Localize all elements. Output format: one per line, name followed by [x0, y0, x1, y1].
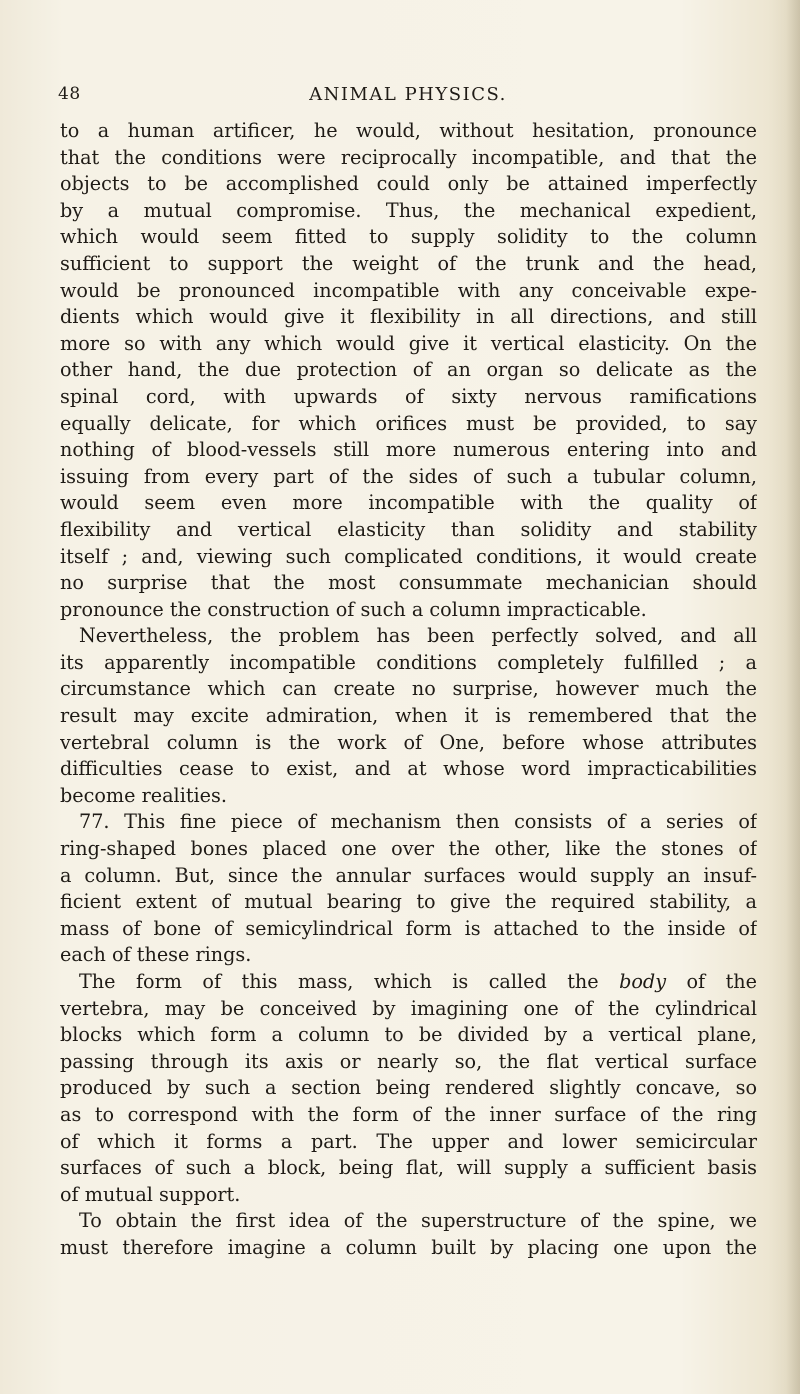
text-line: by a mutual compromise. Thus, the mechanical expedient,: [60, 198, 757, 222]
text-line: objects to be accomplished could only be attained imperfectly: [60, 172, 757, 196]
emphasis-term: body: [619, 970, 667, 993]
text-line: blocks which form a column to be divided by a vertical plane,: [60, 1023, 757, 1047]
text-line: equally delicate, for which orifices must be provided, to say: [60, 411, 757, 435]
text-line: vertebra, may be conceived by imagining one of the cylindrical: [60, 996, 757, 1020]
text-line: difficulties cease to exist, and at whose word impracticabilities: [60, 757, 757, 781]
text-line: nothing of blood-vessels still more numerous entering into and: [60, 438, 757, 462]
text-line: that the conditions were reciprocally incompatible, and that the: [60, 145, 757, 169]
text-line: a column. But, since the annular surfaces would supply an insuf-: [60, 863, 757, 887]
text-line: mass of bone of semicylindrical form is attached to the inside of: [60, 916, 757, 940]
text-line: of which it forms a part. The upper and lower semicircular: [60, 1129, 757, 1153]
text-line: The form of this mass, which is called the body of the: [79, 970, 757, 993]
text-line: no surprise that the most consummate mechanician should: [60, 571, 757, 595]
text-line: produced by such a section being rendered slightly concave, so: [60, 1076, 757, 1100]
text-line: spinal cord, with upwards of sixty nervous ramifications: [60, 384, 757, 408]
page-edge-shadow: [786, 0, 800, 1394]
text-line: vertebral column is the work of One, before whose attributes: [60, 730, 757, 754]
text-line: result may excite admiration, when it is remembered that the: [60, 704, 757, 728]
text-line: would seem even more incompatible with the quality of: [60, 491, 757, 515]
text-line: itself ; and, viewing such complicated conditions, it would create: [60, 544, 757, 568]
text-line: pronounce the construction of such a column impracticable.: [60, 597, 647, 621]
running-title: ANIMAL PHYSICS.: [309, 84, 507, 105]
text-line: sufficient to support the weight of the trunk and the head,: [60, 251, 757, 275]
text-line: which would seem fitted to supply solidity to the column: [60, 225, 757, 249]
text-line: would be pronounced incompatible with any conceivable expe-: [60, 278, 757, 302]
text-line: dients which would give it flexibility in all directions, and still: [60, 305, 757, 329]
text-line: ficient extent of mutual bearing to give the required stability, a: [60, 890, 757, 914]
text-line: of mutual support.: [60, 1182, 241, 1206]
text-line: to a human artificer, he would, without hesitation, pronounce: [60, 119, 757, 142]
text-line: other hand, the due protection of an organ so delicate as the: [60, 358, 757, 382]
body-text: [60, 118, 757, 1262]
text-line: as to correspond with the form of the inner surface of the ring: [60, 1102, 757, 1126]
text-line: become realities.: [60, 783, 227, 807]
text-line: passing through its axis or nearly so, the flat vertical surface: [60, 1049, 757, 1073]
text-line: 77. This fine piece of mechanism then consists of a series of: [79, 810, 757, 834]
text-line: surfaces of such a block, being flat, will supply a sufficient basis: [60, 1156, 757, 1180]
text-line: more so with any which would give it vertical elasticity. On the: [60, 331, 757, 355]
text-line: circumstance which can create no surprise, however much the: [60, 677, 757, 701]
text-line: its apparently incompatible conditions completely fulfilled ; a: [60, 650, 757, 674]
text-line: each of these rings.: [60, 943, 252, 967]
page-number: 48: [58, 84, 81, 104]
text-line: issuing from every part of the sides of such a tubular column,: [60, 464, 757, 488]
text-line: Nevertheless, the problem has been perfectly solved, and all: [79, 624, 757, 648]
page-header: [58, 84, 758, 114]
text-line: flexibility and vertical elasticity than solidity and stability: [60, 517, 757, 541]
text-line: must therefore imagine a column built by placing one upon the: [60, 1235, 757, 1259]
text-line: To obtain the first idea of the superstructure of the spine, we: [79, 1209, 757, 1233]
text-line: ring-shaped bones placed one over the other, like the stones of: [60, 837, 757, 861]
